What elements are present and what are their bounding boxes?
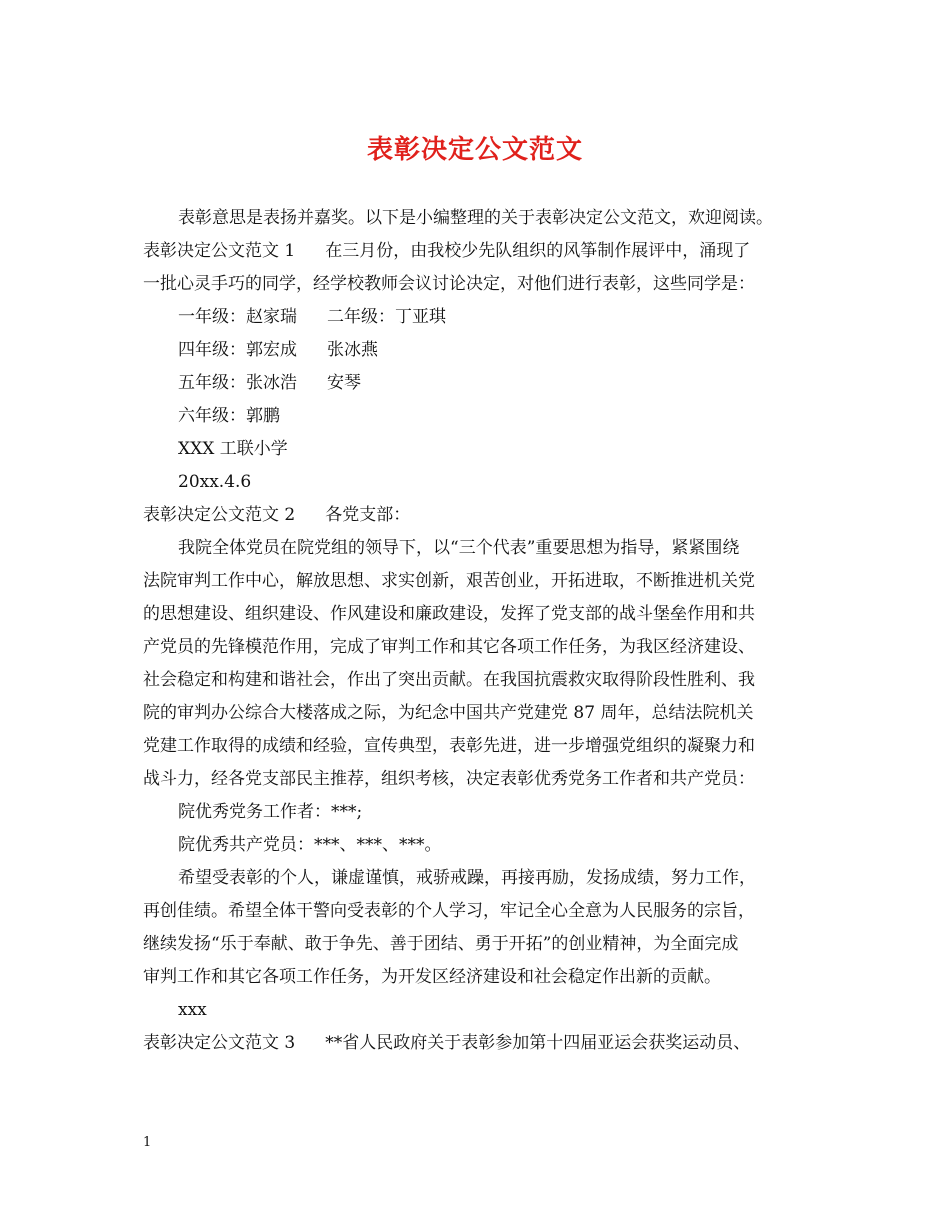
body-line: [143, 466, 843, 499]
body-line: [143, 664, 843, 697]
body-line: [143, 994, 843, 1027]
body-text: 院优秀共产党员：***、***、***。: [178, 835, 442, 855]
body-line: [143, 631, 843, 664]
body-line: [143, 928, 843, 961]
body-text: 表彰决定公文范文 3: [143, 1033, 296, 1053]
body-line: [143, 598, 843, 631]
body-text: 各党支部：: [325, 505, 411, 525]
body-text: 在三月份，由我校少先队组织的风筝制作展评中，涌现了: [325, 241, 751, 261]
document-title: 表彰决定公文范文: [366, 135, 583, 165]
page-number: 1: [143, 1135, 152, 1150]
body-line: [143, 334, 843, 367]
body-text: 的思想建设、组织建设、作风建设和廉政建设，发挥了党支部的战斗堡垒作用和共: [143, 604, 755, 624]
body-text: 战斗力，经各党支部民主推荐，组织考核，决定表彰优秀党务工作者和共产党员：: [143, 769, 755, 789]
body-line: [143, 697, 843, 730]
body-line: [143, 532, 843, 565]
body-line: [143, 268, 843, 301]
body-text: 六年级：郭鹏: [178, 406, 280, 426]
body-text: 我院全体党员在院党组的领导下，以“三个代表”重要思想为指导，紧紧围绕: [178, 538, 740, 558]
body-text: xxx: [178, 1000, 207, 1020]
body-text: 再创佳绩。希望全体干警向受表彰的个人学习，牢记全心全意为人民服务的宗旨，: [143, 901, 755, 921]
body-line: [143, 433, 843, 466]
body-text: 法院审判工作中心，解放思想、求实创新，艰苦创业，开拓进取，不断推进机关党: [143, 571, 755, 591]
body-line: [143, 895, 843, 928]
body-line: [143, 730, 843, 763]
body-line: [143, 367, 843, 400]
body-text: 表彰决定公文范文 1: [143, 241, 296, 261]
body-line: [143, 862, 843, 895]
body-text: 表彰决定公文范文 2: [143, 505, 296, 525]
body-text: 产党员的先锋模范作用，完成了审判工作和其它各项工作任务，为我区经济建设、: [143, 637, 755, 657]
body-text: 院的审判办公综合大楼落成之际，为纪念中国共产党建党 87 周年，总结法院机关: [143, 703, 754, 723]
body-line: [143, 829, 843, 862]
body-text: 希望受表彰的个人，谦虚谨慎，戒骄戒躁，再接再励，发扬成绩，努力工作，: [178, 868, 756, 888]
body-text: 四年级：郭宏成: [178, 340, 297, 360]
document-body: [143, 202, 843, 1060]
body-line: [143, 796, 843, 829]
body-line: [143, 565, 843, 598]
body-text: 二年级：丁亚琪: [327, 307, 446, 327]
body-text: 安琴: [327, 373, 361, 393]
body-text: 表彰意思是表扬并嘉奖。以下是小编整理的关于表彰决定公文范文，欢迎阅读。: [178, 208, 773, 228]
body-line: [143, 202, 843, 235]
body-text: 党建工作取得的成绩和经验，宣传典型，表彰先进，进一步增强党组织的凝聚力和: [143, 736, 755, 756]
body-text: 20xx.4.6: [178, 472, 252, 492]
body-line: [143, 1027, 843, 1060]
body-text: 审判工作和其它各项工作任务，为开发区经济建设和社会稳定作出新的贡献。: [143, 967, 721, 987]
body-line: [143, 301, 843, 334]
body-text: **省人民政府关于表彰参加第十四届亚运会获奖运动员、: [325, 1033, 751, 1053]
body-text: 一批心灵手巧的同学，经学校教师会议讨论决定，对他们进行表彰，这些同学是：: [143, 274, 755, 294]
body-line: [143, 499, 843, 532]
body-text: XXX 工联小学: [178, 439, 288, 459]
body-text: 社会稳定和构建和谐社会，作出了突出贡献。在我国抗震救灾取得阶段性胜利、我: [143, 670, 755, 690]
body-text: 张冰燕: [327, 340, 378, 360]
body-text: 继续发扬“乐于奉献、敢于争先、善于团结、勇于开拓”的创业精神，为全面完成: [143, 934, 739, 954]
body-line: [143, 763, 843, 796]
body-text: 院优秀党务工作者：***;: [178, 802, 363, 822]
body-line: [143, 961, 843, 994]
body-text: 一年级：赵家瑞: [178, 307, 297, 327]
body-line: [143, 400, 843, 433]
body-text: 五年级：张冰浩: [178, 373, 297, 393]
body-line: [143, 235, 843, 268]
